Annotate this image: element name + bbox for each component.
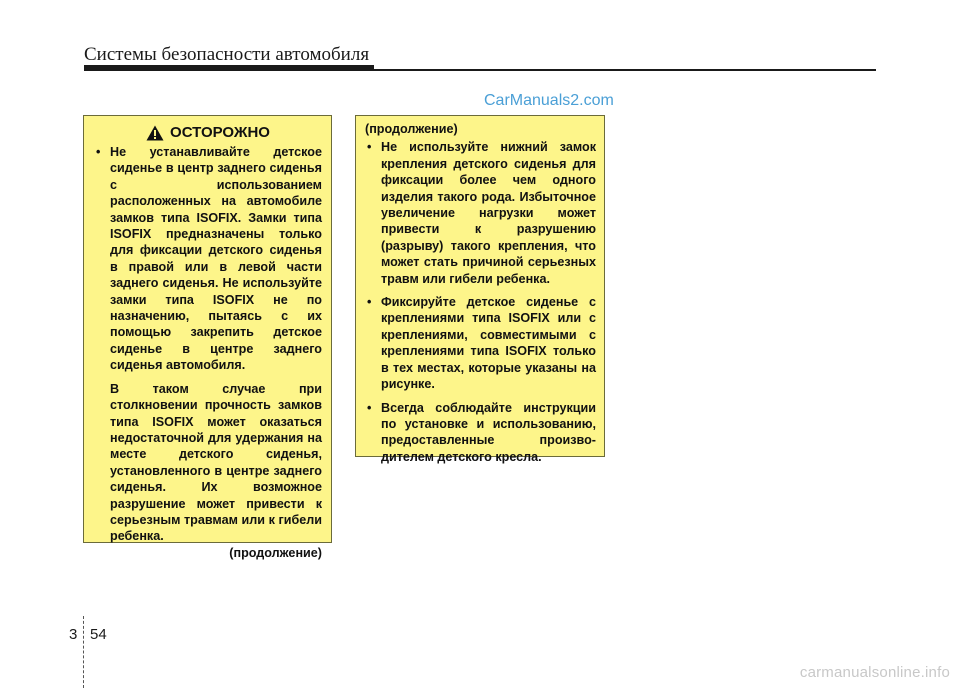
page-number-divider <box>83 616 84 688</box>
footer-site-watermark: carmanualsonline.info <box>799 664 950 681</box>
watermark-link[interactable]: CarManuals2.com <box>484 92 614 109</box>
warning-item: • Всегда соблюдайте инструкции по установке и использованию, предоставленные произво-дителем детского кресла. <box>365 400 596 466</box>
warning-item: • Не устанавливайте детское сиденье в центр заднего сиденья с использованием расположенных на автомобиле замков типа ISOFIX. Замки типа ISOFIX предназначены только для фиксации детского сиденья в правой или в левой части заднего сиденья. Не используйте замки типа ISOFIX не по назначению, пытаясь с их помощью закрепить детское сиденье в центре заднего сиденья автомобиля. <box>94 144 322 374</box>
continued-label-top: (продолжение) <box>365 122 458 136</box>
chapter-number: 3 <box>69 626 78 643</box>
warning-paragraph: В таком случае при столкновении прочность замков типа ISOFIX может оказаться недостаточной для удержания на месте детского сиденья, установленного в центре заднего сиденья. Их возможное разрушение может привести к серьезным травмам или к гибели ребенка. <box>110 381 322 544</box>
header-rule-thick <box>84 65 374 71</box>
warning-item: • Фиксируйте детское сиденье с креплениями типа ISOFIX или с креплениями, совместимыми с креплениями типа ISOFIX только в тех местах, которые указаны на рисунке. <box>365 294 596 392</box>
warning-heading-text: ОСТОРОЖНО <box>170 124 270 141</box>
warning-item: • Не используйте нижний замок крепления детского сиденья для фиксации более чем одного изделия такого рода. Избыточное увеличение нагрузки может привести к разрушению (разрыву) такого крепления, что может стать причиной серьезных травм или гибели ребенка. <box>365 139 596 287</box>
warning-list-left <box>94 144 322 374</box>
warning-box-left <box>83 115 332 560</box>
warning-heading <box>94 124 322 142</box>
warning-list-right <box>365 139 596 465</box>
page-header-title: Системы безопасности автомобиля <box>84 44 370 65</box>
page-number: 54 <box>90 626 107 643</box>
warning-triangle-icon <box>146 125 164 141</box>
header-rule-thin <box>374 69 876 71</box>
continued-label: (продолжение) <box>229 545 322 560</box>
warning-box-right <box>355 115 605 464</box>
